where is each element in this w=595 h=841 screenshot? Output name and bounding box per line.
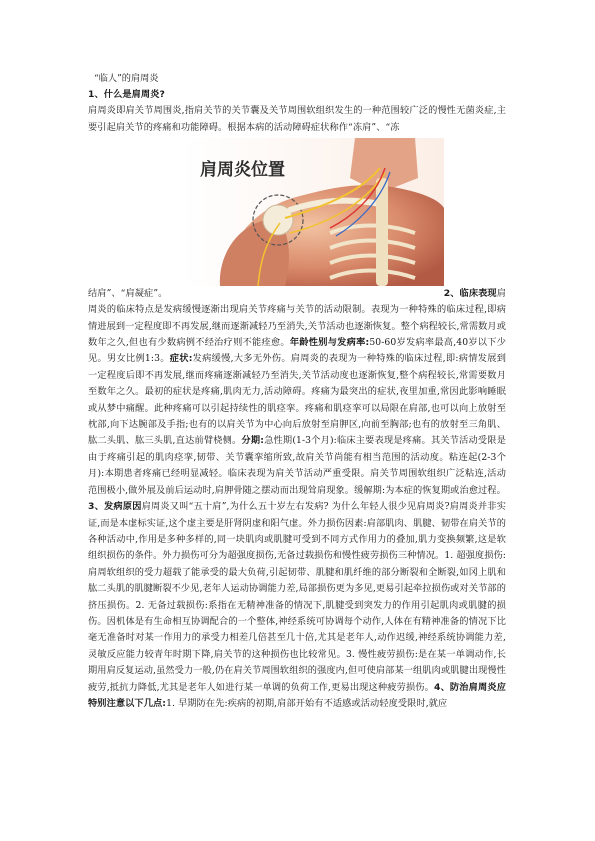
stage-body: 急性期(1-3个月):临床主要表现是疼痛。其关节活动受限是由于疼痛引起的肌肉痉挛,韧带、关节囊挛缩所致,故肩关节尚能有相当范围的活动度。粘连起(2-3个月):本期患者疼痛已经明显减轻。临床表现为肩关节活动严重受限。肩关节周围软组织广泛粘连,活动范围极小,做外展及前后运动时,肩胛骨随之摆动而出现耸肩现象。缓解期:为本症的恢复期或治愈过程。 xyxy=(88,435,506,496)
section-3-text: 肩周炎又叫“五十肩”,为什么五十岁左右发病? 为什么年轻人很少见肩周炎?肩周炎并非实证,而是本虚标实证,这个虚主要是肝肾阴虚和阳气虚。外力损伤因素:肩部肌肉、肌腱、韧带在肩关节的各种活动中,作用是多种多样的,同一块肌肉或肌腱可受到不同方式作用力的叠加,肌力变换频繁,这是软组织损伤的条件。外力损伤可分为超强度损伤,无备过载损伤和慢性疲劳损伤三种情况。1. 超强度损伤:肩周软组织的受力超载了能承受的最大负荷,引起韧带、肌腱和肌纤维的部分断裂和全断裂,如冈上肌和肱二头肌的肌腱断裂不少见,老年人运动协调能力差,局部损伤更为多见,更易引起牵拉损伤或对关节部的挤压损伤。2. 无备过载损伤:系指在无精神准备的情况下,肌腱受到突发力的作用引起肌肉或肌腱的损伤。因机体是有生命相互协调配合的一个整体,神经系统可协调每个动作,人体在有精神准备的情况下比毫无准备时对某一作用力的承受力相差几倍甚至几十倍,尤其是老年人,动作迟缓,神经系统协调能力差,灵敏反应能力较青年时期下降,肩关节的这种损伤也比较常见。3. 慢性疲劳损伤:是在某一单调动作,长期用肩反复运动,虽然受力一般,仍在肩关节周围软组织的强度内,但可使肩部某一组肌肉或肌腱出现慢性疲劳,抵抗力降低,尤其是老年人如进行某一单调的负荷工作,更易出现这种疲劳损伤。 xyxy=(88,501,506,693)
section-1-tail: 结肩”、“肩凝症”。 xyxy=(88,288,168,300)
section-1-heading-text: 1、什么是肩周炎? xyxy=(88,89,165,100)
document-page xyxy=(88,72,506,712)
section-2-body-a: 周炎的临床特点是发病缓慢逐渐出现肩关节疼痛与关节的活动限制。表现为一种特殊的临床过程,即病情进展到一定程度即不再发展,继而逐渐减轻乃至消失,关节活动也逐渐恢复。整个病程较长,常需数月或数年之久,但也有少数病例不经治疗则不能痊愈。 xyxy=(88,304,506,349)
symptom-heading: 症状: xyxy=(169,353,193,365)
section-3-heading: 3、发病原因 xyxy=(88,501,142,513)
age-heading: 年龄性别与发病率: xyxy=(289,337,370,349)
doc-title: “临人”的肩周炎 xyxy=(94,73,159,84)
shoulder-anatomy-illustration xyxy=(180,138,444,286)
section-2-heading-text: 2、临床表现 xyxy=(443,288,497,300)
section-1-body: 肩周炎即肩关节周围炎,指肩关节的关节囊及关节周围软组织发生的一种范围较广泛的慢性无菌炎症,主要引起肩关节的疼痛和功能障碍。根据本病的活动障碍症状称作“冻肩”、“冻 xyxy=(88,105,506,133)
caption-row xyxy=(88,286,506,302)
symptom-body: 发病缓慢,大多无外伤。肩周炎的表现为一种特殊的临床过程,即:病情发展到一定程度后即不再发展,继而疼痛逐渐减轻乃至消失,关节活动度也逐渐恢复,整个病程较长,常需要数月至数年之久。最初的症状是疼痛,肌肉无力,活动障碍。疼痛为最突出的症状,夜里加重,常因此影响睡眠或从梦中痛醒。此种疼痛可以引起持续性的肌痉挛。疼痛和肌痉挛可以局限在肩部,也可以向上放射至枕部,向下达腕部及手指;也有的以肩关节为中心向后放射至肩胛区,向前至胸部;也有的放射至三角肌、肱二头肌、肱三头肌,直达前臂桡侧。 xyxy=(88,353,506,447)
figure-label: 肩周炎位置 xyxy=(200,160,285,181)
section-1-heading xyxy=(88,87,506,103)
section-2-lead-char: 肩 xyxy=(496,288,506,300)
section-4-heading: 4、防治肩周炎应特别注意以下几点: xyxy=(88,681,506,709)
figure-block xyxy=(88,138,506,286)
section-2-heading xyxy=(444,286,506,302)
stage-heading: 分期: xyxy=(241,435,265,447)
section-2-body xyxy=(88,302,506,499)
section-4-text: 1. 早期防在先:疾病的初期,肩部开始有不适感或活动轻度受限时,就应 xyxy=(166,697,448,709)
section-3-body xyxy=(88,499,506,712)
age-body: 50-60岁发病率最高,40岁以下少见。男女比例1:3。 xyxy=(88,337,506,365)
